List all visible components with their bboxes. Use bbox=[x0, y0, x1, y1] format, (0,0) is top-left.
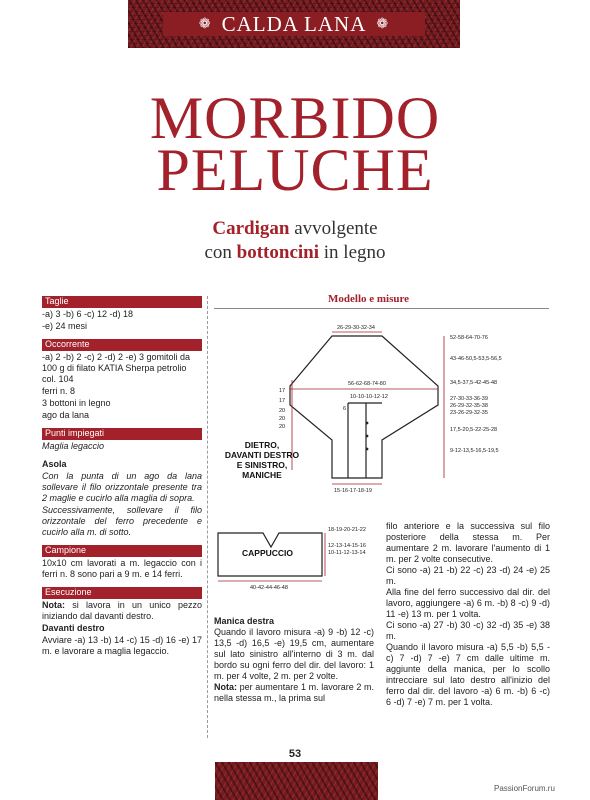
paragraph: -a) 2 -b) 2 -c) 2 -d) 2 -e) 3 gomitoli da 100 g di filato KATIA Sherpa petrolio col. 104 bbox=[42, 352, 191, 384]
right-column bbox=[386, 521, 550, 708]
piece-label-line: MANICHE bbox=[242, 470, 282, 480]
hood-schematic bbox=[218, 527, 366, 591]
title-line-2: PELUCHE bbox=[156, 137, 434, 203]
measure-label: 9-12-13,5-16,5-19,5 bbox=[450, 448, 499, 454]
measure-label: 27-30-33-36-39 bbox=[450, 396, 488, 402]
measure-label: 26-29-30-32-34 bbox=[337, 325, 375, 331]
subheading: Davanti destro bbox=[42, 623, 105, 633]
title-line-1: MORBIDO bbox=[149, 85, 441, 151]
measure-label: 20 bbox=[279, 424, 286, 430]
piece-label-line: DAVANTI DESTRO bbox=[224, 450, 300, 460]
subheading: Asola bbox=[42, 459, 67, 469]
diagram-title: Modello e misure bbox=[328, 293, 410, 305]
note-label: Nota: bbox=[42, 600, 65, 610]
footer-pattern-band bbox=[215, 762, 378, 800]
measure-label: 20 bbox=[279, 416, 286, 422]
flower-icon: ❁ bbox=[376, 16, 390, 32]
section-header-text: CALDA LANA bbox=[221, 11, 367, 36]
note-text: per aumentare 1 m. lavorare 2 m. nella stessa m., la prima sul bbox=[214, 682, 374, 703]
button-icon bbox=[366, 448, 369, 451]
paragraph: -a) 3 -b) 6 -c) 12 -d) 18 bbox=[42, 309, 134, 319]
paragraph: filo anteriore e la successiva sul filo posteriore della stessa m. Per aumentare 2 m. lavorare l'aumento di 1 m. per 2 volte consecutive. bbox=[386, 521, 550, 564]
measure-label: 52-58-64-70-76 bbox=[450, 335, 488, 341]
measure-label: 6 bbox=[343, 406, 347, 412]
section-heading: Esecuzione bbox=[42, 587, 202, 599]
measure-label: 34,5-37,5-42-45-48 bbox=[450, 380, 498, 386]
subtitle-emphasis: Cardigan bbox=[212, 218, 290, 239]
measure-label: 10-11-12-13-14 bbox=[328, 550, 366, 556]
measure-label: 56-62-68-74-80 bbox=[348, 381, 386, 387]
subtitle-text: in legno bbox=[319, 242, 386, 263]
measure-label: 17,5-20,5-22-25-28 bbox=[450, 427, 498, 433]
paragraph: 10x10 cm lavorati a m. legaccio con i ferri n. 8 sono pari a 9 m. e 14 ferri. bbox=[42, 558, 202, 579]
measure-label: 12-13-14-15-16 bbox=[328, 543, 366, 549]
measure-label: 18-19-20-21-22 bbox=[328, 527, 366, 533]
section-heading: Punti impiegati bbox=[42, 428, 202, 440]
paragraph: Con la punta di un ago da lana sollevare il filo orizzontale presente tra 2 maglie e cucirlo alla maglia di sopra. bbox=[42, 471, 202, 503]
paragraph: ferri n. 8 bbox=[42, 386, 76, 396]
measure-label: 17 bbox=[279, 388, 286, 394]
paragraph: Avviare -a) 13 -b) 14 -c) 15 -d) 16 -e) 17 m. e lavorare a maglia legaccio. bbox=[42, 635, 202, 656]
paragraph bbox=[214, 682, 374, 704]
paragraph: Quando il lavoro misura -a) 9 -b) 12 -c) 13,5 -d) 16,5 -e) 19,5 cm, aumentare sul lato sinistro all'interno di 3 m. dal bordo su ogni ferro del dir. del lavoro: 1 m. per 4 volte, 2 m. per 2 volte. bbox=[214, 627, 374, 681]
body-schematic bbox=[290, 336, 438, 478]
section-heading: Campione bbox=[42, 545, 202, 557]
subtitle-text: con bbox=[204, 242, 237, 263]
page-number: 53 bbox=[288, 748, 302, 760]
subtitle-text: avvolgente bbox=[289, 218, 378, 239]
measure-label: 15-16-17-18-19 bbox=[334, 488, 372, 494]
flower-icon: ❁ bbox=[198, 16, 212, 32]
button-icon bbox=[366, 435, 369, 438]
piece-label-line: DIETRO, bbox=[244, 440, 280, 450]
subtitle-emphasis: bottoncini bbox=[236, 242, 320, 263]
hood-label: CAPPUCCIO bbox=[242, 548, 294, 558]
watermark: PassionForum.ru bbox=[494, 784, 555, 793]
measure-label: 10-10-10-12-12 bbox=[350, 394, 388, 400]
paragraph: Ci sono -a) 27 -b) 30 -c) 32 -d) 35 -e) 38 m. bbox=[386, 620, 550, 641]
piece-label-line: E SINISTRO, bbox=[236, 460, 288, 470]
paragraph: -e) 24 mesi bbox=[42, 321, 88, 331]
middle-column bbox=[214, 616, 374, 704]
button-icon bbox=[366, 422, 369, 425]
measure-label: 26-29-32-35-38 bbox=[450, 403, 488, 409]
measure-label: 20 bbox=[279, 408, 286, 414]
note-label: Nota: bbox=[214, 682, 237, 692]
measure-label: 40-42-44-46-48 bbox=[250, 585, 288, 591]
dimension-lines bbox=[290, 332, 444, 484]
paragraph: Alla fine del ferro successivo dal dir. del lavoro, aggiungere -a) 6 m. -b) 8 -c) 9 -d) 11 -e) 13 m. per 1 volta. bbox=[386, 587, 550, 619]
cardigan-outline bbox=[290, 336, 438, 478]
paragraph: ago da lana bbox=[42, 410, 90, 420]
section-heading: Occorrente bbox=[42, 339, 202, 351]
paragraph: 3 bottoni in legno bbox=[42, 398, 111, 408]
measure-label: 17 bbox=[279, 398, 286, 404]
diagram-text bbox=[279, 325, 502, 494]
measure-label: 43-46-50,5-53,5-56,5 bbox=[450, 356, 502, 362]
measure-label: 23-26-29-32-35 bbox=[450, 410, 488, 416]
subheading: Manica destra bbox=[214, 616, 275, 626]
section-heading: Taglie bbox=[42, 296, 202, 308]
piece-label bbox=[225, 440, 300, 480]
paragraph: Successivamente, sollevare il filo orizzontale del ferro precedente e cucirlo alla m. di sotto. bbox=[42, 505, 202, 537]
note-text: si lavora in un unico pezzo iniziando dal davanti destro. bbox=[42, 600, 202, 621]
paragraph: Ci sono -a) 21 -b) 22 -c) 23 -d) 24 -e) 25 m. bbox=[386, 565, 550, 586]
paragraph: Maglia legaccio bbox=[42, 441, 105, 451]
paragraph: Quando il lavoro misura -a) 5,5 -b) 5,5 -c) 7 -d) 7 -e) 7 cm dalle ultime m. aggiunte della manica, per lo scollo intrecciare sul lato destro all'inizio del ferro dal dir. del lavoro -a) 6 m. -b) 6 -c) 6 -d) 7 -e) 7 m. per 1 volta. bbox=[386, 642, 550, 707]
